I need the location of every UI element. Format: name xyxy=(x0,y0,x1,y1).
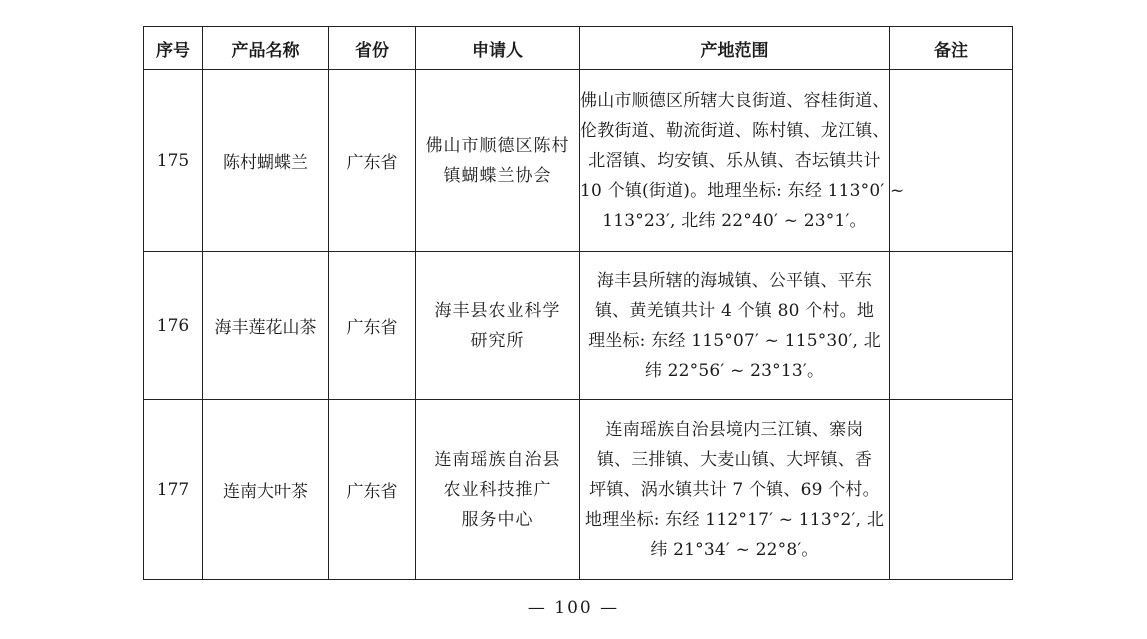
row-applicant xyxy=(416,400,580,580)
range-line: 坪镇、涡水镇共计 7 个镇、69 个村。 xyxy=(589,479,880,500)
applicant-line: 海丰县农业科学 xyxy=(434,300,561,321)
range-line: 纬 22°56′ ~ 23°13′。 xyxy=(644,360,825,381)
range-line: 北滘镇、均安镇、乐从镇、杏坛镇共计 xyxy=(588,150,881,171)
applicant-line: 佛山市顺德区陈村 xyxy=(425,135,570,156)
range-line: 纬 21°34′ ~ 22°8′。 xyxy=(650,539,819,560)
table-row xyxy=(144,70,1013,252)
applicant-line: 研究所 xyxy=(470,330,525,351)
row-index: 177 xyxy=(144,400,203,580)
range-line: 113°23′, 北纬 22°40′ ~ 23°1′。 xyxy=(602,210,867,231)
header-product-name: 产品名称 xyxy=(203,27,329,70)
row-origin-range xyxy=(580,400,890,580)
row-remarks xyxy=(890,252,1013,400)
table-header-row xyxy=(144,27,1013,70)
table-row xyxy=(144,252,1013,400)
range-line: 地理坐标: 东经 112°17′ ~ 113°2′, 北 xyxy=(584,509,885,530)
row-product-name: 海丰莲花山茶 xyxy=(203,252,329,400)
row-origin-range xyxy=(580,70,905,252)
page-number: — 100 — xyxy=(527,598,620,618)
table-row xyxy=(144,400,1013,580)
geographical-indication-table xyxy=(143,26,1013,580)
range-line: 镇、三排镇、大麦山镇、大坪镇、香 xyxy=(596,449,873,470)
range-line: 理坐标: 东经 115°07′ ~ 115°30′, 北 xyxy=(588,330,881,351)
range-line: 10 个镇(街道)。地理坐标: 东经 113°0′ ~ xyxy=(580,180,905,201)
row-remarks xyxy=(890,400,1013,580)
row-province: 广东省 xyxy=(329,252,416,400)
applicant-line: 镇蝴蝶兰协会 xyxy=(443,165,552,186)
header-remarks: 备注 xyxy=(890,27,1013,70)
row-remarks xyxy=(890,70,1013,252)
applicant-line: 服务中心 xyxy=(461,509,534,530)
row-product-name: 连南大叶茶 xyxy=(203,400,329,580)
row-index: 175 xyxy=(144,70,203,252)
row-province: 广东省 xyxy=(329,400,416,580)
range-line: 镇、黄羌镇共计 4 个镇 80 个村。地 xyxy=(594,300,875,321)
applicant-line: 连南瑶族自治县 xyxy=(434,449,561,470)
header-applicant: 申请人 xyxy=(416,27,580,70)
row-province: 广东省 xyxy=(329,70,416,252)
range-line: 连南瑶族自治县境内三江镇、寨岗 xyxy=(605,419,864,440)
header-index: 序号 xyxy=(144,27,203,70)
row-product-name: 陈村蝴蝶兰 xyxy=(203,70,329,252)
row-origin-range xyxy=(580,252,890,400)
range-line: 佛山市顺德区所辖大良街道、容桂街道、 xyxy=(580,90,890,111)
row-index: 176 xyxy=(144,252,203,400)
row-applicant xyxy=(416,252,580,400)
range-line: 伦教街道、勒流街道、陈村镇、龙江镇、 xyxy=(580,120,890,141)
applicant-line: 农业科技推广 xyxy=(443,479,552,500)
header-province: 省份 xyxy=(329,27,416,70)
range-line: 海丰县所辖的海城镇、公平镇、平东 xyxy=(596,270,873,291)
header-origin-range: 产地范围 xyxy=(580,27,890,70)
row-applicant xyxy=(416,70,580,252)
